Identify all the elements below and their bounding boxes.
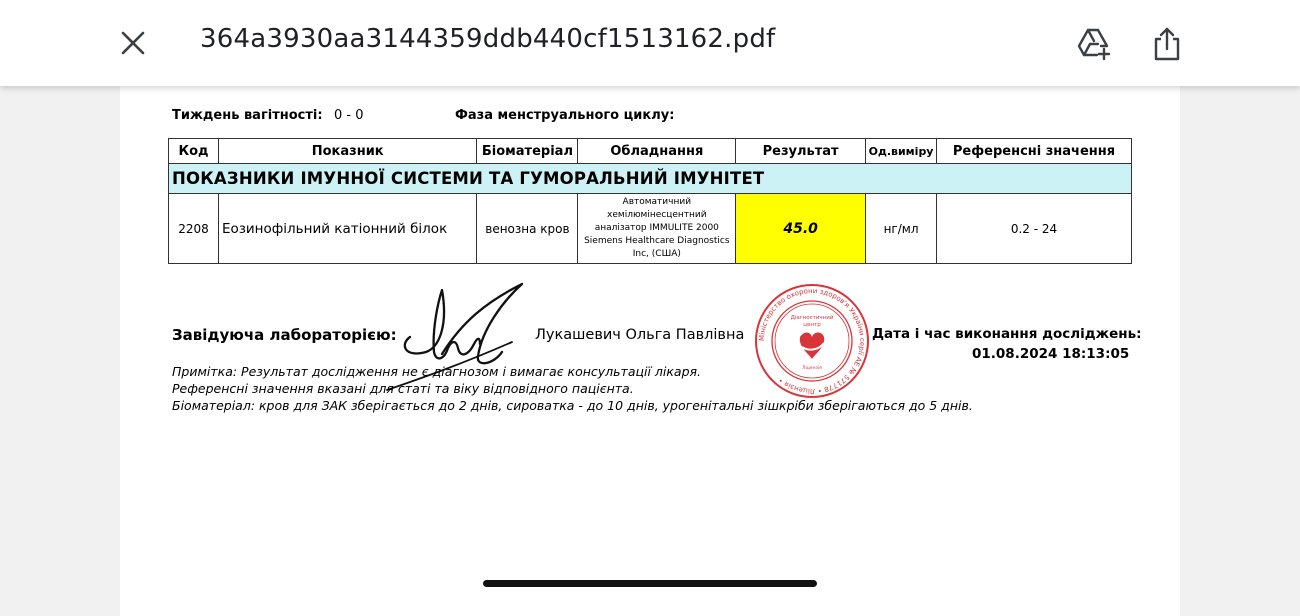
cell-equipment [578, 194, 736, 264]
table-header-row [169, 139, 1132, 164]
pregnancy-week-value: 0 - 0 [334, 108, 364, 123]
pdf-page [120, 86, 1180, 616]
share-icon [1152, 26, 1182, 62]
note-line: Примітка: Результат дослідження не є діагнозом і вимагає консультації лікаря. [172, 364, 702, 379]
date-value: 01.08.2024 18:13:05 [972, 346, 1130, 362]
header-result: Результат [736, 139, 866, 164]
svg-text:Ліцензія: Ліцензія [802, 366, 822, 371]
section-title: ПОКАЗНИКИ ІМУННОЇ СИСТЕМИ ТА ГУМОРАЛЬНИЙ ІМУНІТЕТ [169, 164, 1132, 194]
pregnancy-week-label: Тиждень вагітності: [172, 108, 323, 123]
note-line: Біоматеріал: кров для ЗАК зберігається до 2 днів, сироватка - до 10 днів, урогенітальні зішкріби зберігаються до 5 днів. [172, 398, 973, 413]
equipment-line: аналізатор IMMULITE 2000 [594, 223, 719, 233]
top-app-bar [0, 0, 1300, 86]
date-label: Дата і час виконання досліджень: [872, 326, 1142, 342]
lab-head-name: Лукашевич Ольга Павлівна [535, 327, 745, 343]
header-code: Код [169, 139, 219, 164]
table-row [169, 194, 1132, 264]
header-indicator: Показник [218, 139, 477, 164]
home-indicator-bar[interactable] [483, 580, 817, 587]
svg-text:Діагностичний: Діагностичний [790, 315, 834, 321]
results-table [168, 138, 1132, 264]
cell-code: 2208 [169, 194, 219, 264]
cell-biomaterial: венозна кров [477, 194, 578, 264]
svg-text:центр: центр [803, 322, 821, 328]
note-line: Референсні значення вказані для статі та віку відповідного пацієнта. [172, 381, 634, 396]
share-button[interactable] [1145, 22, 1189, 66]
svg-text:Міністерство охорони здоров'я: Міністерство охорони здоров'я України серії АЕ № 571778 • Ліцензія • [757, 286, 867, 396]
meta-row [172, 108, 675, 123]
cell-unit: нг/мл [866, 194, 937, 264]
cell-result: 45.0 [736, 194, 866, 264]
notes [172, 363, 973, 414]
close-icon [120, 30, 146, 56]
cell-reference: 0.2 - 24 [937, 194, 1132, 264]
cell-indicator: Еозинофільний катіонний білок [218, 194, 477, 264]
equipment-line: хемілюмінесцентний [607, 210, 707, 220]
file-name-title: 364a3930aa3144359ddb440cf1513162.pdf [200, 24, 776, 54]
section-row [169, 164, 1132, 194]
lab-head-label: Завідуюча лабораторією: [172, 326, 397, 344]
equipment-line: Автоматичний [622, 197, 692, 207]
close-button[interactable] [112, 22, 154, 64]
header-unit: Од.виміру [866, 139, 937, 164]
header-equipment: Обладнання [578, 139, 736, 164]
equipment-line: Inc, (США) [632, 249, 681, 259]
menstrual-phase-label: Фаза менструального циклу: [455, 108, 675, 123]
header-biomaterial: Біоматеріал [477, 139, 578, 164]
header-reference: Референсні значення [937, 139, 1132, 164]
equipment-line: Siemens Healthcare Diagnostics [584, 236, 730, 246]
add-to-drive-icon [1076, 27, 1112, 61]
add-to-drive-button[interactable] [1072, 22, 1116, 66]
